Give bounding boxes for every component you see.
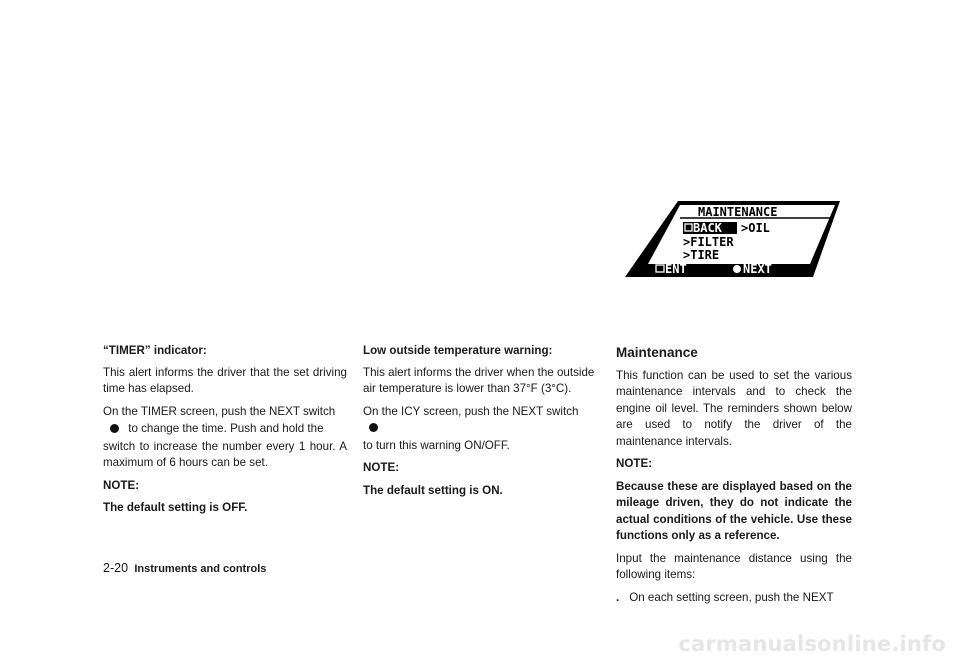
low-temp-instruction-text: On the ICY screen, push the NEXT switch: [363, 404, 579, 418]
maintenance-title: Maintenance: [616, 345, 698, 360]
display-tire: >TIRE: [683, 248, 720, 262]
column-timer: [103, 343, 347, 523]
low-temp-instruction-line1: [363, 404, 601, 437]
section-name: Instruments and controls: [134, 563, 267, 575]
display-oil: >OIL: [741, 221, 770, 235]
timer-note-label: NOTE:: [103, 478, 140, 492]
low-temp-note-text: The default setting is ON.: [363, 483, 503, 497]
next-switch-icon: [110, 424, 119, 433]
page-number: 2-20: [103, 561, 129, 575]
low-temp-paragraph: This alert informs the driver when the outside air temperature is lower than 37°F (3°C).: [363, 365, 595, 395]
column-low-temp: [363, 343, 601, 505]
maintenance-paragraph: This function can be used to set the various maintenance intervals and to check the engine oil level. The reminders shown below are used to notify the driver of the maintenance intervals.: [616, 368, 852, 448]
timer-paragraph: This alert informs the driver that the set driving time has elapsed.: [103, 365, 347, 395]
display-next: NEXT: [743, 262, 772, 276]
timer-instruction-line2: [103, 421, 347, 438]
low-temp-heading: Low outside temperature warning:: [363, 344, 553, 357]
timer-note-text: The default setting is OFF.: [103, 501, 248, 514]
bullet-text: On each setting screen, push the NEXT: [629, 590, 834, 604]
next-switch-icon: [733, 265, 741, 273]
timer-instruction-rest: switch to increase the number every 1 hour. A maximum of 6 hours can be set.: [103, 439, 347, 469]
low-temp-note-label: NOTE:: [363, 461, 400, 474]
display-ent: ENT: [665, 262, 687, 276]
bullet-icon: .: [616, 590, 620, 604]
display-filter: >FILTER: [683, 235, 734, 249]
column-maintenance: [616, 345, 852, 606]
maintenance-input-paragraph: Input the maintenance distance using the following items:: [616, 551, 852, 581]
list-item: [616, 590, 852, 607]
timer-instruction-line1: On the TIMER screen, push the NEXT switch: [103, 404, 336, 418]
display-back: BACK: [693, 221, 722, 235]
maintenance-note-text: Because these are displayed based on the mileage driven, they do not indicate the actual conditions of the vehicle. Use these functions only as a reference.: [616, 479, 852, 542]
maintenance-note-label: NOTE:: [616, 457, 653, 470]
watermark: carmanualsonline.info: [678, 632, 946, 656]
display-title: MAINTENANCE: [698, 205, 778, 219]
timer-instruction-after-icon: to change the time. Push and hold the: [128, 422, 324, 435]
page-footer: [103, 561, 266, 575]
maintenance-display-illustration: [625, 201, 840, 277]
timer-heading: “TIMER” indicator:: [103, 344, 207, 357]
next-switch-icon: [369, 423, 378, 432]
low-temp-instruction-rest: to turn this warning ON/OFF.: [363, 438, 510, 452]
